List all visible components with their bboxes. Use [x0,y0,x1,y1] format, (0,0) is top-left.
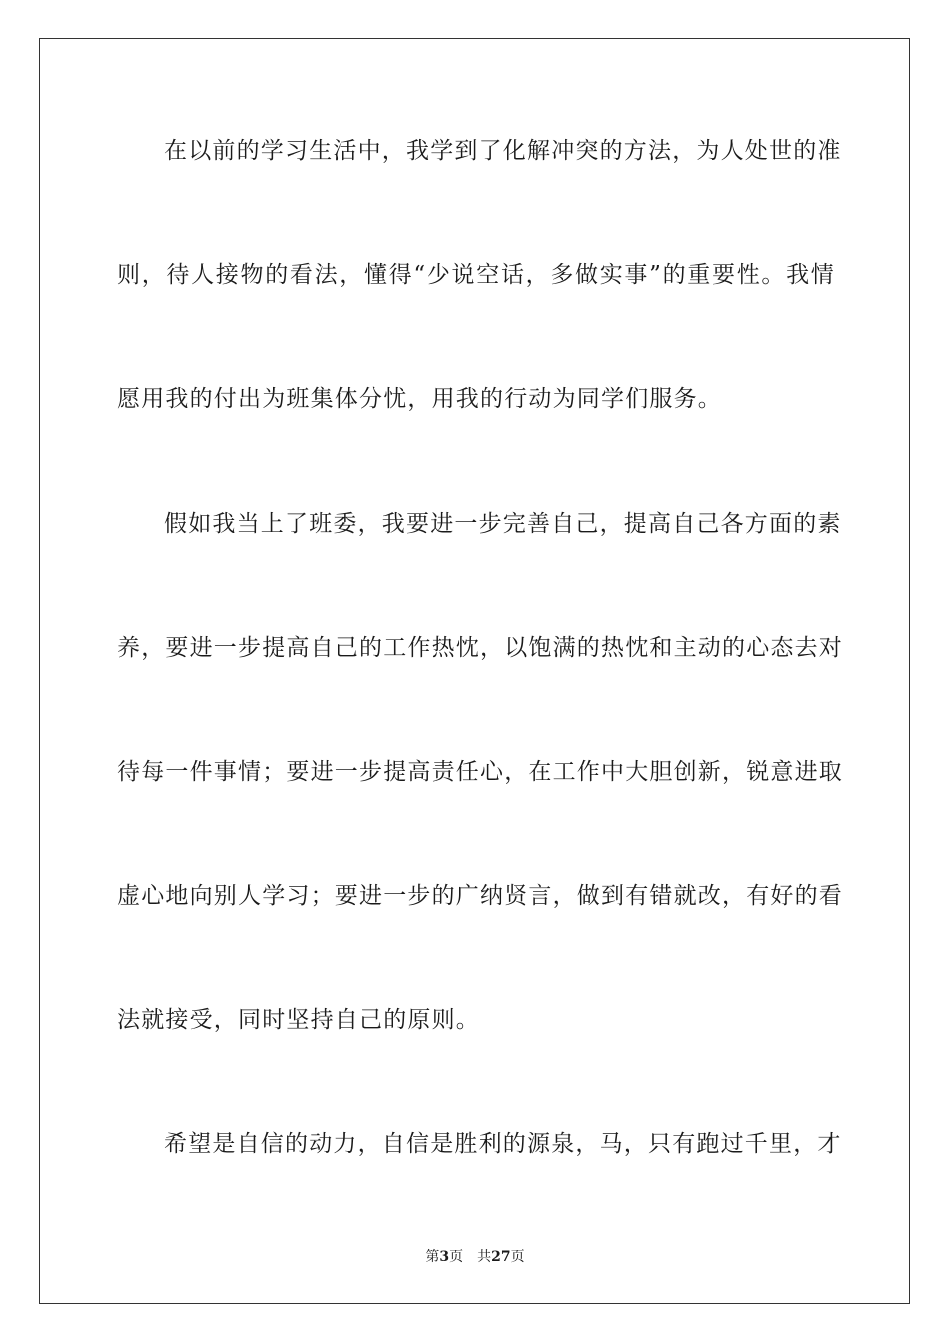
text-line: 希望是自信的动力，自信是胜利的源泉，马，只有跑过千里，才 [164,1131,842,1157]
page-prefix: 第 [425,1249,440,1265]
total-pages: 27 [491,1249,511,1265]
page-border [39,38,910,1304]
total-suffix: 页 [510,1249,525,1265]
text-line: 养，要进一步提高自己的工作热忱，以饱满的热忱和主动的心态去对 [117,635,843,661]
text-line: 则，待人接物的看法，懂得“少说空话，多做实事”的重要性。我情 [117,262,835,288]
total-prefix: 共 [477,1249,492,1265]
page-suffix: 页 [449,1249,464,1265]
text-line: 待每一件事情；要进一步提高责任心，在工作中大胆创新，锐意进取 [117,759,843,785]
text-line: 在以前的学习生活中，我学到了化解冲突的方法，为人处世的准 [164,138,842,164]
text-line: 虚心地向别人学习；要进一步的广纳贤言，做到有错就改，有好的看 [117,883,843,909]
text-line: 假如我当上了班委，我要进一步完善自己，提高自己各方面的素 [164,511,842,537]
text-line: 愿用我的付出为班集体分忧，用我的行动为同学们服务。 [117,386,722,412]
page-number: 3 [439,1249,450,1265]
text-line: 法就接受，同时坚持自己的原则。 [117,1007,480,1033]
page-footer [0,1247,950,1267]
